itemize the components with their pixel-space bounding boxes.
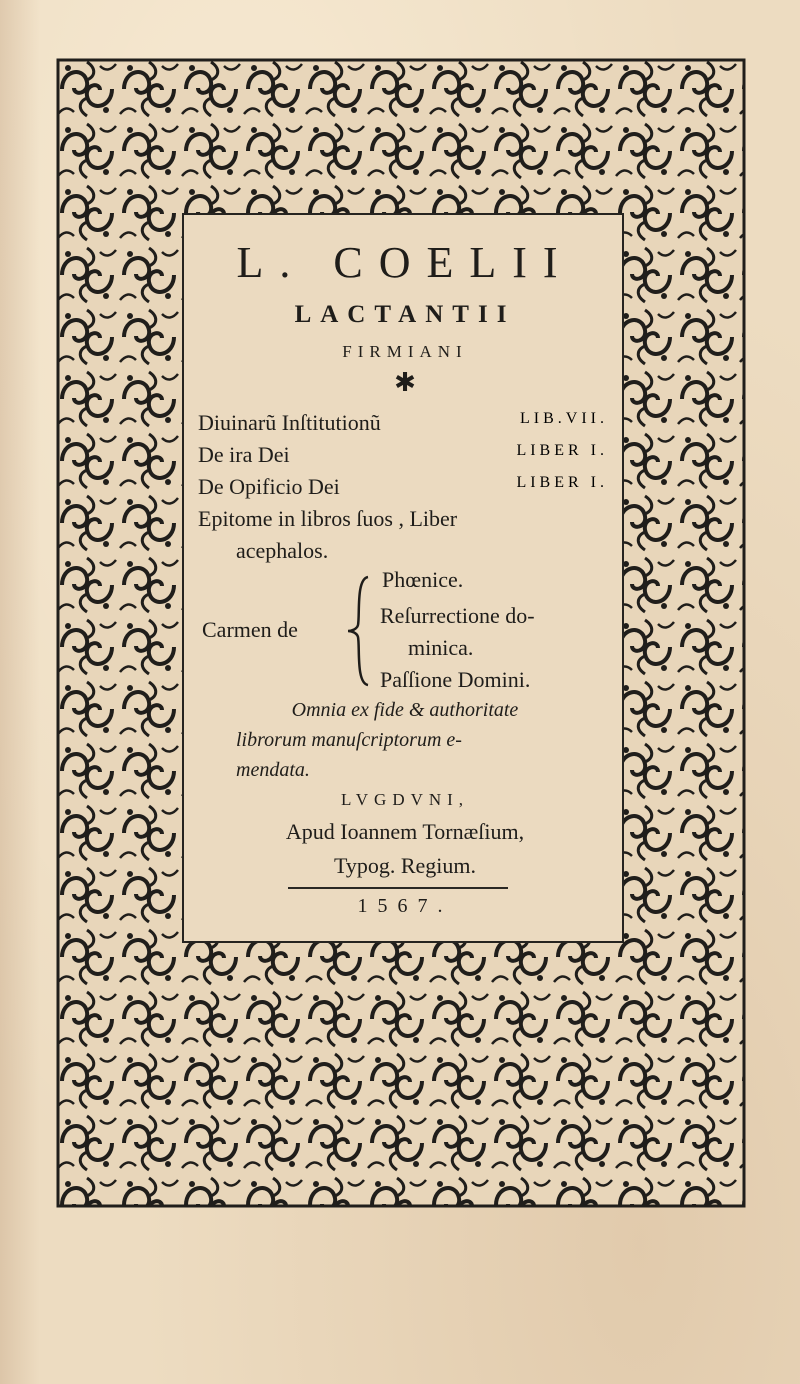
author-name-line2: LACTANTII [294,301,516,328]
page-edge-stain [0,0,40,1384]
contents-title: Diuinarũ Inſtitutionũ [198,410,381,435]
carmen-label: Carmen de [202,617,298,642]
contents-title: De ira Dei [198,442,290,467]
imprint-printer: Apud Ioannem Tornæſium, [285,819,525,844]
imprint-role: Typog. Regium. [333,853,477,878]
asterism-ornament: ✱ [394,368,416,397]
publication-year: 1567. [357,895,453,917]
author-name-line3: FIRMIANI [342,342,468,361]
carmen-item: Reſurrectione do- [380,603,535,628]
carmen-item: minica. [408,635,474,660]
italic-note: mendata. [236,759,310,781]
italic-note: Omnia ex fide & authoritate [291,699,519,721]
title-text-panel [182,213,624,943]
contents-line [198,474,340,500]
divider-rule [288,887,508,889]
contents-line [198,410,381,436]
contents-book-count: LIBER I. [516,442,608,459]
contents-book-count: LIB.VII. [520,410,608,427]
author-name-line1: L. COELII [236,238,574,287]
contents-book-count: LIBER I. [516,474,608,491]
carmen-item: Paſſione Domini. [380,667,531,692]
curly-brace [346,575,372,687]
contents-line [198,442,290,468]
contents-title: acephalos. [236,538,329,563]
imprint-city: LVGDVNI, [340,790,470,809]
carmen-item: Phœnice. [382,567,464,592]
italic-note: librorum manuſcriptorum e- [236,729,462,751]
contents-title: De Opificio Dei [198,474,340,499]
contents-title: Epitome in libros ſuos , Liber [198,506,458,531]
contents-line [198,506,457,532]
contents-line-continued [236,538,328,564]
